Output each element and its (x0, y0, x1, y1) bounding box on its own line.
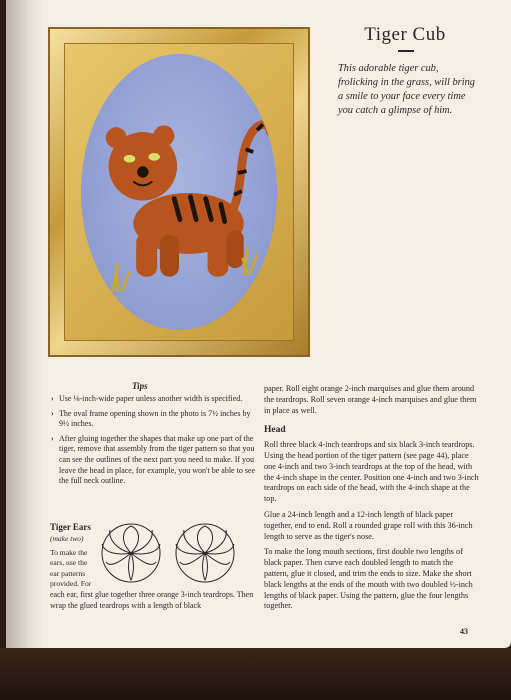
tiger-ears-heading: Tiger Ears (50, 522, 91, 532)
quilled-tiger-illustration (81, 54, 277, 330)
head-section-heading: Head (264, 425, 286, 436)
tiger-ears-text: To make the ears, use the ear patterns provided. For (50, 548, 92, 589)
oval-mat-opening (81, 54, 277, 330)
grass-right (243, 248, 257, 275)
tiger-back-leg (208, 235, 229, 277)
ear-pattern-diagram (170, 522, 240, 584)
grass-left (112, 263, 129, 292)
background-surface (0, 648, 511, 700)
tips-heading: Tips (132, 381, 148, 391)
tips-list (51, 394, 256, 491)
tiger-ears-subheading: (make two) (50, 534, 84, 543)
tiger-back-leg-2 (227, 230, 244, 268)
tiger-front-leg (136, 233, 157, 277)
head-paragraph: Roll three black 4-inch teardrops and six black 3-inch teardrops. Using the head portion of the tiger pattern (see page 44), place one 4-inch and two 3-inch teardrops at the top of the head, with the 4-inch shape in the center. Position one 4-inch and two 3-inch teardrops on each side of the head, with the 4-inch shape at the top. (264, 440, 479, 504)
tiger-ear-right (153, 125, 174, 146)
head-paragraph: Glue a 24-inch length and a 12-inch length of black paper together, end to end. Roll a rounded grape roll with this 36-inch length to serve as the tiger's nose. (264, 509, 473, 541)
tip-item: › After gluing together the shapes that make up one part of the tiger, remove that assembly from the tiger pattern so that you can see the outlines of the next part you need to make. If you leave the head in place, for example, you won't be able to see the full neck outline. (51, 434, 256, 487)
head-paragraph: To make the long mouth sections, first double two lengths of black paper. Then curve each doubled length to match the pattern, glue it closed, and trim the ends to size. Make the short black lengths at the ends of the mouth with two doubled ½-inch lengths of black paper. Using the pattern, glue the four lengths together. (264, 547, 473, 611)
gold-mat (64, 43, 294, 341)
tiger-eye-right (149, 153, 160, 161)
page-number: 43 (460, 627, 468, 636)
page-gutter (6, 0, 44, 648)
intro-text: This adorable tiger cub, frolicking in the grass, will bring a smile to your face every time you catch a glimpse of him. (338, 63, 476, 116)
tiger-ears-instructions: each ear, first glue together three orange 3-inch teardrops. Then wrap the glued teardrops with a length of black (50, 590, 254, 610)
page-title: Tiger Cub (364, 24, 446, 45)
tip-item: › The oval frame opening shown in the photo is 7½ inches by 9½ inches. (51, 409, 256, 430)
tiger-ear-left (106, 127, 127, 148)
ear-pattern-diagram (96, 522, 166, 584)
tiger-nose (137, 166, 148, 177)
tip-item: › Use ⅛-inch-wide paper unless another width is specified. (51, 394, 256, 405)
tiger-eye-left (124, 155, 135, 163)
title-divider (398, 50, 414, 52)
continued-paragraph: paper. Roll eight orange 2-inch marquises and glue them around the teardrops. Roll seven orange 4-inch marquises and glue them in place as well. (264, 384, 477, 415)
photo-frame (48, 27, 310, 357)
tiger-front-leg-2 (160, 235, 179, 277)
right-column (264, 384, 479, 617)
